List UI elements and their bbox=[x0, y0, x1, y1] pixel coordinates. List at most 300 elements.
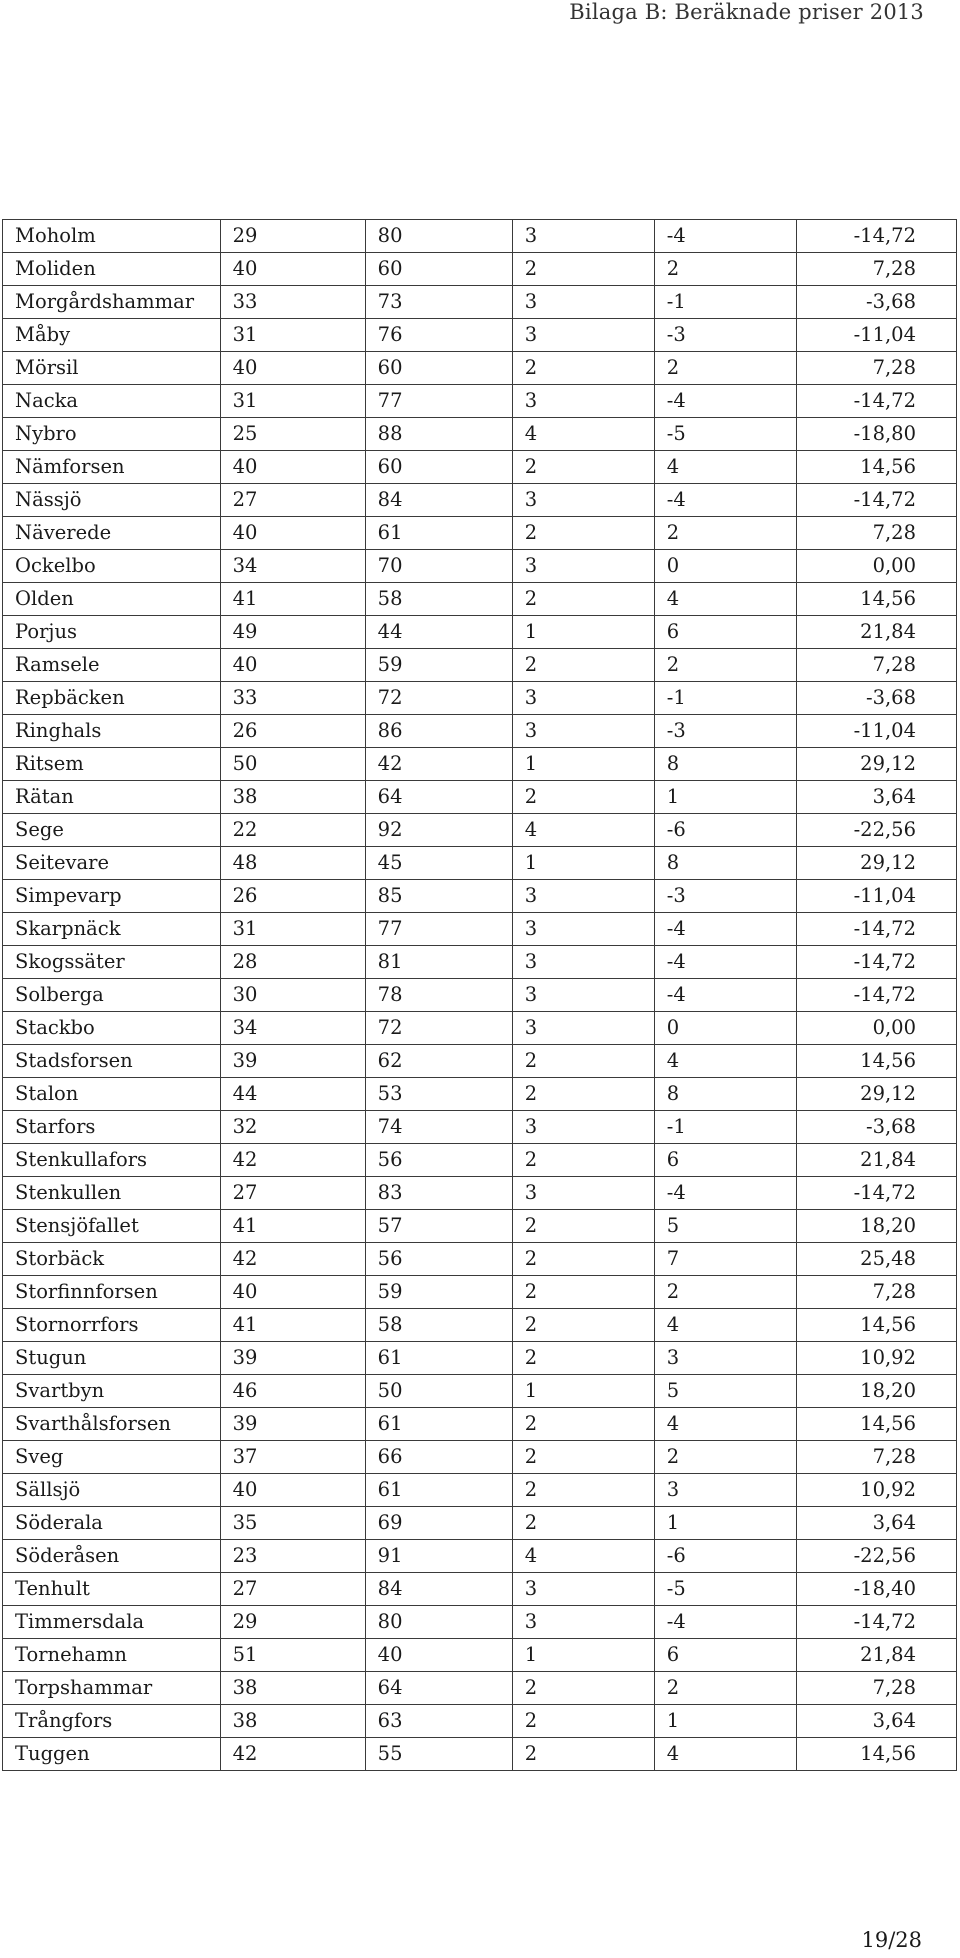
cell-value-3: 2 bbox=[512, 352, 654, 385]
cell-value-4: -4 bbox=[654, 1606, 796, 1639]
table-row bbox=[3, 1474, 957, 1507]
cell-value-4: 2 bbox=[654, 1672, 796, 1705]
cell-value-5: -11,04 bbox=[796, 319, 956, 352]
cell-value-1: 48 bbox=[220, 847, 365, 880]
cell-value-5: -14,72 bbox=[796, 484, 956, 517]
cell-value-4: 4 bbox=[654, 1309, 796, 1342]
cell-value-1: 40 bbox=[220, 1276, 365, 1309]
cell-value-1: 38 bbox=[220, 1705, 365, 1738]
cell-value-3: 2 bbox=[512, 1276, 654, 1309]
cell-value-4: 8 bbox=[654, 748, 796, 781]
cell-location: Ramsele bbox=[3, 649, 221, 682]
cell-location: Tenhult bbox=[3, 1573, 221, 1606]
table-row bbox=[3, 1441, 957, 1474]
cell-value-1: 42 bbox=[220, 1144, 365, 1177]
cell-location: Trångfors bbox=[3, 1705, 221, 1738]
cell-location: Mörsil bbox=[3, 352, 221, 385]
cell-value-5: -18,40 bbox=[796, 1573, 956, 1606]
cell-value-5: 18,20 bbox=[796, 1375, 956, 1408]
cell-value-1: 41 bbox=[220, 583, 365, 616]
cell-value-3: 3 bbox=[512, 385, 654, 418]
cell-value-1: 33 bbox=[220, 682, 365, 715]
cell-location: Skarpnäck bbox=[3, 913, 221, 946]
cell-value-3: 3 bbox=[512, 1606, 654, 1639]
table-row bbox=[3, 484, 957, 517]
cell-value-1: 40 bbox=[220, 253, 365, 286]
cell-value-4: -4 bbox=[654, 1177, 796, 1210]
cell-value-2: 64 bbox=[365, 781, 512, 814]
cell-value-5: -14,72 bbox=[796, 220, 956, 253]
cell-value-5: 14,56 bbox=[796, 1408, 956, 1441]
cell-value-1: 44 bbox=[220, 1078, 365, 1111]
cell-value-5: 3,64 bbox=[796, 1507, 956, 1540]
cell-value-5: -22,56 bbox=[796, 1540, 956, 1573]
cell-value-4: 7 bbox=[654, 1243, 796, 1276]
cell-value-3: 2 bbox=[512, 1309, 654, 1342]
cell-value-3: 1 bbox=[512, 616, 654, 649]
cell-value-1: 27 bbox=[220, 1573, 365, 1606]
table-row bbox=[3, 1507, 957, 1540]
cell-value-2: 42 bbox=[365, 748, 512, 781]
cell-value-4: -1 bbox=[654, 682, 796, 715]
cell-value-2: 78 bbox=[365, 979, 512, 1012]
cell-value-3: 1 bbox=[512, 748, 654, 781]
cell-value-2: 66 bbox=[365, 1441, 512, 1474]
cell-location: Stenkullen bbox=[3, 1177, 221, 1210]
cell-value-3: 2 bbox=[512, 451, 654, 484]
cell-value-2: 76 bbox=[365, 319, 512, 352]
table-row bbox=[3, 286, 957, 319]
cell-value-1: 34 bbox=[220, 1012, 365, 1045]
cell-value-3: 3 bbox=[512, 682, 654, 715]
cell-value-5: -3,68 bbox=[796, 286, 956, 319]
cell-value-3: 2 bbox=[512, 1408, 654, 1441]
cell-value-5: 21,84 bbox=[796, 1144, 956, 1177]
cell-location: Nybro bbox=[3, 418, 221, 451]
cell-value-4: 0 bbox=[654, 1012, 796, 1045]
cell-value-5: 10,92 bbox=[796, 1342, 956, 1375]
table-row bbox=[3, 1078, 957, 1111]
price-table-body bbox=[3, 220, 957, 1771]
cell-value-1: 50 bbox=[220, 748, 365, 781]
cell-value-5: 7,28 bbox=[796, 1672, 956, 1705]
cell-value-4: 2 bbox=[654, 1441, 796, 1474]
cell-value-2: 63 bbox=[365, 1705, 512, 1738]
cell-value-4: 1 bbox=[654, 1705, 796, 1738]
cell-value-2: 80 bbox=[365, 1606, 512, 1639]
table-row bbox=[3, 583, 957, 616]
cell-value-3: 2 bbox=[512, 1342, 654, 1375]
cell-location: Tuggen bbox=[3, 1738, 221, 1771]
cell-value-2: 86 bbox=[365, 715, 512, 748]
cell-value-5: 7,28 bbox=[796, 253, 956, 286]
cell-location: Stenkullafors bbox=[3, 1144, 221, 1177]
table-row bbox=[3, 220, 957, 253]
table-row bbox=[3, 319, 957, 352]
cell-value-2: 56 bbox=[365, 1144, 512, 1177]
cell-value-4: 5 bbox=[654, 1210, 796, 1243]
cell-value-1: 42 bbox=[220, 1738, 365, 1771]
cell-value-1: 42 bbox=[220, 1243, 365, 1276]
cell-value-5: 10,92 bbox=[796, 1474, 956, 1507]
cell-value-3: 2 bbox=[512, 1507, 654, 1540]
cell-value-4: 3 bbox=[654, 1342, 796, 1375]
cell-value-5: 14,56 bbox=[796, 1309, 956, 1342]
cell-value-2: 77 bbox=[365, 385, 512, 418]
cell-value-1: 37 bbox=[220, 1441, 365, 1474]
cell-value-1: 51 bbox=[220, 1639, 365, 1672]
cell-value-5: 7,28 bbox=[796, 1441, 956, 1474]
table-row bbox=[3, 1144, 957, 1177]
cell-value-4: 8 bbox=[654, 1078, 796, 1111]
table-row bbox=[3, 979, 957, 1012]
cell-value-3: 3 bbox=[512, 484, 654, 517]
cell-value-1: 30 bbox=[220, 979, 365, 1012]
cell-value-5: 18,20 bbox=[796, 1210, 956, 1243]
cell-value-4: -6 bbox=[654, 814, 796, 847]
cell-location: Ritsem bbox=[3, 748, 221, 781]
cell-value-3: 2 bbox=[512, 517, 654, 550]
cell-value-2: 58 bbox=[365, 583, 512, 616]
cell-value-3: 1 bbox=[512, 847, 654, 880]
cell-value-3: 3 bbox=[512, 1573, 654, 1606]
cell-value-2: 53 bbox=[365, 1078, 512, 1111]
table-row bbox=[3, 517, 957, 550]
cell-location: Sveg bbox=[3, 1441, 221, 1474]
cell-value-2: 60 bbox=[365, 352, 512, 385]
table-row bbox=[3, 946, 957, 979]
table-row bbox=[3, 1705, 957, 1738]
cell-value-4: 4 bbox=[654, 451, 796, 484]
cell-location: Måby bbox=[3, 319, 221, 352]
cell-location: Stensjöfallet bbox=[3, 1210, 221, 1243]
cell-value-2: 92 bbox=[365, 814, 512, 847]
table-row bbox=[3, 616, 957, 649]
cell-value-1: 32 bbox=[220, 1111, 365, 1144]
cell-value-3: 3 bbox=[512, 550, 654, 583]
table-row bbox=[3, 913, 957, 946]
cell-location: Stornorrfors bbox=[3, 1309, 221, 1342]
cell-value-1: 27 bbox=[220, 1177, 365, 1210]
table-row bbox=[3, 682, 957, 715]
cell-location: Näverede bbox=[3, 517, 221, 550]
cell-value-1: 31 bbox=[220, 385, 365, 418]
cell-value-1: 28 bbox=[220, 946, 365, 979]
cell-value-2: 83 bbox=[365, 1177, 512, 1210]
table-row bbox=[3, 1606, 957, 1639]
cell-value-2: 73 bbox=[365, 286, 512, 319]
cell-value-4: -3 bbox=[654, 880, 796, 913]
cell-value-1: 23 bbox=[220, 1540, 365, 1573]
cell-location: Nacka bbox=[3, 385, 221, 418]
table-row bbox=[3, 1573, 957, 1606]
cell-value-1: 31 bbox=[220, 319, 365, 352]
cell-value-4: -3 bbox=[654, 715, 796, 748]
cell-value-3: 1 bbox=[512, 1375, 654, 1408]
cell-value-3: 4 bbox=[512, 1540, 654, 1573]
cell-value-3: 2 bbox=[512, 253, 654, 286]
cell-location: Solberga bbox=[3, 979, 221, 1012]
cell-value-1: 38 bbox=[220, 1672, 365, 1705]
cell-value-2: 50 bbox=[365, 1375, 512, 1408]
cell-value-5: -14,72 bbox=[796, 385, 956, 418]
cell-value-3: 2 bbox=[512, 1672, 654, 1705]
cell-value-3: 3 bbox=[512, 979, 654, 1012]
page-header-title: Bilaga B: Beräknade priser 2013 bbox=[569, 0, 924, 24]
cell-value-4: -4 bbox=[654, 946, 796, 979]
cell-value-4: -4 bbox=[654, 979, 796, 1012]
cell-value-4: 4 bbox=[654, 583, 796, 616]
cell-value-1: 29 bbox=[220, 1606, 365, 1639]
cell-location: Stugun bbox=[3, 1342, 221, 1375]
cell-value-2: 91 bbox=[365, 1540, 512, 1573]
cell-value-3: 2 bbox=[512, 1144, 654, 1177]
cell-location: Seitevare bbox=[3, 847, 221, 880]
table-row bbox=[3, 253, 957, 286]
cell-value-2: 69 bbox=[365, 1507, 512, 1540]
cell-location: Timmersdala bbox=[3, 1606, 221, 1639]
cell-location: Tornehamn bbox=[3, 1639, 221, 1672]
cell-value-2: 45 bbox=[365, 847, 512, 880]
cell-value-5: 14,56 bbox=[796, 451, 956, 484]
cell-value-4: 5 bbox=[654, 1375, 796, 1408]
cell-value-5: 7,28 bbox=[796, 517, 956, 550]
table-row bbox=[3, 385, 957, 418]
table-row bbox=[3, 715, 957, 748]
cell-value-4: 6 bbox=[654, 616, 796, 649]
cell-value-3: 2 bbox=[512, 781, 654, 814]
cell-value-1: 40 bbox=[220, 649, 365, 682]
cell-value-3: 2 bbox=[512, 1210, 654, 1243]
cell-value-4: -4 bbox=[654, 484, 796, 517]
cell-value-3: 4 bbox=[512, 418, 654, 451]
table-row bbox=[3, 814, 957, 847]
cell-value-2: 61 bbox=[365, 1474, 512, 1507]
cell-value-3: 2 bbox=[512, 1045, 654, 1078]
cell-value-3: 3 bbox=[512, 220, 654, 253]
cell-location: Porjus bbox=[3, 616, 221, 649]
cell-value-2: 80 bbox=[365, 220, 512, 253]
table-row bbox=[3, 1408, 957, 1441]
cell-value-5: -14,72 bbox=[796, 1177, 956, 1210]
cell-value-4: 8 bbox=[654, 847, 796, 880]
cell-value-1: 22 bbox=[220, 814, 365, 847]
cell-value-1: 41 bbox=[220, 1210, 365, 1243]
cell-location: Nämforsen bbox=[3, 451, 221, 484]
table-row bbox=[3, 1309, 957, 1342]
cell-value-4: -3 bbox=[654, 319, 796, 352]
cell-value-2: 57 bbox=[365, 1210, 512, 1243]
cell-value-1: 31 bbox=[220, 913, 365, 946]
table-row bbox=[3, 1276, 957, 1309]
cell-value-2: 72 bbox=[365, 1012, 512, 1045]
cell-value-5: -11,04 bbox=[796, 715, 956, 748]
cell-value-3: 3 bbox=[512, 1177, 654, 1210]
table-row bbox=[3, 1540, 957, 1573]
cell-value-4: 2 bbox=[654, 352, 796, 385]
cell-value-2: 74 bbox=[365, 1111, 512, 1144]
cell-value-4: -6 bbox=[654, 1540, 796, 1573]
cell-value-5: -3,68 bbox=[796, 1111, 956, 1144]
cell-value-1: 35 bbox=[220, 1507, 365, 1540]
cell-location: Moholm bbox=[3, 220, 221, 253]
table-row bbox=[3, 1177, 957, 1210]
cell-value-2: 55 bbox=[365, 1738, 512, 1771]
cell-value-5: 7,28 bbox=[796, 352, 956, 385]
cell-value-5: 25,48 bbox=[796, 1243, 956, 1276]
cell-location: Storfinnforsen bbox=[3, 1276, 221, 1309]
cell-value-5: 0,00 bbox=[796, 1012, 956, 1045]
cell-value-2: 58 bbox=[365, 1309, 512, 1342]
cell-location: Ockelbo bbox=[3, 550, 221, 583]
cell-value-1: 27 bbox=[220, 484, 365, 517]
cell-value-4: 4 bbox=[654, 1408, 796, 1441]
cell-value-1: 40 bbox=[220, 352, 365, 385]
cell-location: Torpshammar bbox=[3, 1672, 221, 1705]
cell-value-2: 44 bbox=[365, 616, 512, 649]
table-row bbox=[3, 451, 957, 484]
cell-value-1: 38 bbox=[220, 781, 365, 814]
cell-location: Storbäck bbox=[3, 1243, 221, 1276]
cell-location: Moliden bbox=[3, 253, 221, 286]
cell-value-5: -14,72 bbox=[796, 946, 956, 979]
cell-value-2: 85 bbox=[365, 880, 512, 913]
table-row bbox=[3, 1639, 957, 1672]
cell-value-1: 26 bbox=[220, 880, 365, 913]
cell-location: Starfors bbox=[3, 1111, 221, 1144]
cell-location: Stadsforsen bbox=[3, 1045, 221, 1078]
cell-value-4: -4 bbox=[654, 385, 796, 418]
cell-location: Morgårdshammar bbox=[3, 286, 221, 319]
cell-value-1: 46 bbox=[220, 1375, 365, 1408]
cell-value-5: 21,84 bbox=[796, 1639, 956, 1672]
cell-value-5: 3,64 bbox=[796, 781, 956, 814]
cell-location: Olden bbox=[3, 583, 221, 616]
cell-value-4: 6 bbox=[654, 1639, 796, 1672]
cell-location: Repbäcken bbox=[3, 682, 221, 715]
cell-value-5: -14,72 bbox=[796, 913, 956, 946]
cell-value-1: 26 bbox=[220, 715, 365, 748]
cell-value-4: 4 bbox=[654, 1045, 796, 1078]
cell-value-3: 3 bbox=[512, 1012, 654, 1045]
cell-value-4: 1 bbox=[654, 1507, 796, 1540]
cell-value-4: 0 bbox=[654, 550, 796, 583]
cell-value-3: 3 bbox=[512, 880, 654, 913]
cell-value-2: 56 bbox=[365, 1243, 512, 1276]
cell-value-5: 7,28 bbox=[796, 1276, 956, 1309]
cell-value-5: 21,84 bbox=[796, 616, 956, 649]
cell-value-5: 7,28 bbox=[796, 649, 956, 682]
cell-value-2: 77 bbox=[365, 913, 512, 946]
cell-value-3: 3 bbox=[512, 715, 654, 748]
table-row bbox=[3, 1045, 957, 1078]
cell-value-2: 88 bbox=[365, 418, 512, 451]
table-row bbox=[3, 1672, 957, 1705]
cell-value-1: 39 bbox=[220, 1342, 365, 1375]
table-row bbox=[3, 1738, 957, 1771]
cell-value-4: -4 bbox=[654, 220, 796, 253]
cell-value-4: 2 bbox=[654, 649, 796, 682]
cell-value-2: 81 bbox=[365, 946, 512, 979]
cell-value-5: 0,00 bbox=[796, 550, 956, 583]
cell-value-4: 2 bbox=[654, 517, 796, 550]
cell-value-2: 72 bbox=[365, 682, 512, 715]
cell-value-2: 59 bbox=[365, 649, 512, 682]
cell-value-3: 2 bbox=[512, 1243, 654, 1276]
cell-value-5: 3,64 bbox=[796, 1705, 956, 1738]
table-row bbox=[3, 781, 957, 814]
cell-value-5: 14,56 bbox=[796, 1045, 956, 1078]
page-number: 19/28 bbox=[861, 1928, 922, 1952]
cell-value-4: 2 bbox=[654, 253, 796, 286]
cell-value-3: 2 bbox=[512, 1441, 654, 1474]
cell-location: Söderåsen bbox=[3, 1540, 221, 1573]
cell-value-4: -1 bbox=[654, 1111, 796, 1144]
cell-value-1: 40 bbox=[220, 517, 365, 550]
price-table bbox=[2, 219, 957, 1771]
cell-value-5: -14,72 bbox=[796, 1606, 956, 1639]
cell-value-5: 29,12 bbox=[796, 847, 956, 880]
cell-value-5: -11,04 bbox=[796, 880, 956, 913]
cell-value-3: 2 bbox=[512, 583, 654, 616]
cell-location: Stalon bbox=[3, 1078, 221, 1111]
cell-value-2: 62 bbox=[365, 1045, 512, 1078]
table-row bbox=[3, 550, 957, 583]
cell-value-2: 61 bbox=[365, 1342, 512, 1375]
cell-value-5: -14,72 bbox=[796, 979, 956, 1012]
cell-value-5: 14,56 bbox=[796, 583, 956, 616]
cell-value-4: -1 bbox=[654, 286, 796, 319]
cell-value-5: 29,12 bbox=[796, 748, 956, 781]
cell-value-3: 3 bbox=[512, 1111, 654, 1144]
cell-location: Sällsjö bbox=[3, 1474, 221, 1507]
cell-value-1: 34 bbox=[220, 550, 365, 583]
cell-value-2: 59 bbox=[365, 1276, 512, 1309]
table-row bbox=[3, 352, 957, 385]
cell-value-1: 49 bbox=[220, 616, 365, 649]
cell-location: Stackbo bbox=[3, 1012, 221, 1045]
table-row bbox=[3, 1342, 957, 1375]
cell-value-2: 61 bbox=[365, 1408, 512, 1441]
cell-location: Svartbyn bbox=[3, 1375, 221, 1408]
cell-value-3: 2 bbox=[512, 1738, 654, 1771]
table-row bbox=[3, 847, 957, 880]
cell-value-4: 6 bbox=[654, 1144, 796, 1177]
cell-value-5: -22,56 bbox=[796, 814, 956, 847]
cell-value-1: 25 bbox=[220, 418, 365, 451]
cell-value-3: 3 bbox=[512, 286, 654, 319]
table-row bbox=[3, 1111, 957, 1144]
cell-location: Svarthålsforsen bbox=[3, 1408, 221, 1441]
cell-value-5: 29,12 bbox=[796, 1078, 956, 1111]
cell-location: Sege bbox=[3, 814, 221, 847]
cell-value-1: 29 bbox=[220, 220, 365, 253]
table-row bbox=[3, 748, 957, 781]
table-row bbox=[3, 1210, 957, 1243]
cell-location: Simpevarp bbox=[3, 880, 221, 913]
table-row bbox=[3, 880, 957, 913]
cell-value-2: 84 bbox=[365, 1573, 512, 1606]
table-row bbox=[3, 1012, 957, 1045]
cell-value-1: 40 bbox=[220, 451, 365, 484]
cell-value-4: -5 bbox=[654, 1573, 796, 1606]
cell-value-4: 4 bbox=[654, 1738, 796, 1771]
cell-value-2: 61 bbox=[365, 517, 512, 550]
table-row bbox=[3, 418, 957, 451]
cell-value-2: 60 bbox=[365, 451, 512, 484]
cell-location: Nässjö bbox=[3, 484, 221, 517]
cell-value-4: 1 bbox=[654, 781, 796, 814]
